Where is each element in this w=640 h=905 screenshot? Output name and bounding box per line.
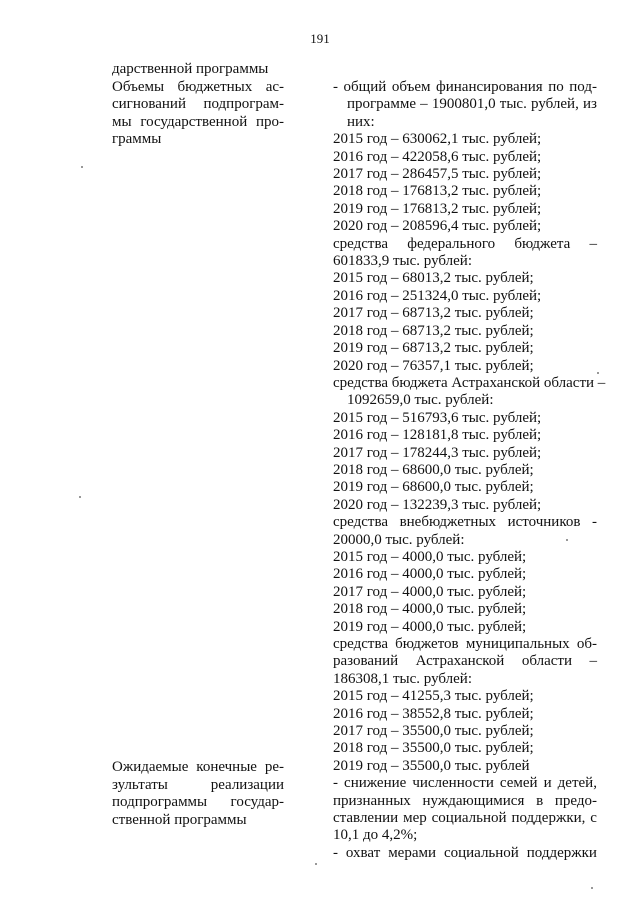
word: объем: [391, 79, 431, 95]
word: разований: [333, 653, 399, 670]
word: под-: [569, 79, 597, 95]
left-line: [112, 794, 284, 812]
right-line: [333, 845, 597, 862]
right-line: 2019 год – 68600,0 тыс. рублей;: [333, 479, 534, 496]
right-line: 2017 год – 35500,0 тыс. рублей;: [333, 723, 534, 740]
word: тыс.: [499, 96, 527, 113]
word: 1900801,0: [431, 96, 496, 113]
right-line: 2016 год – 38552,8 тыс. рублей;: [333, 705, 534, 722]
word: –: [589, 653, 597, 670]
word: области: [521, 653, 572, 670]
word: ас-: [265, 78, 284, 95]
right-line: 2020 год – 76357,1 тыс. рублей;: [333, 357, 534, 374]
word: источников: [507, 514, 581, 531]
word: –: [589, 235, 597, 252]
right-line: 2016 год – 4000,0 тыс. рублей;: [333, 566, 527, 583]
word: конечные: [196, 759, 257, 775]
scan-speck: [81, 166, 83, 168]
word: и: [543, 775, 552, 792]
left-column-budget-heading: [112, 61, 284, 149]
word: -: [592, 514, 597, 531]
word: государственной: [140, 113, 248, 130]
word: мы: [112, 113, 132, 130]
right-line: 2018 год – 35500,0 тыс. рублей;: [333, 740, 534, 757]
word: Объемы: [112, 78, 165, 95]
right-line: 2015 год – 516793,6 тыс. рублей;: [333, 409, 542, 426]
word: федерального: [407, 235, 496, 252]
right-line: 2017 год – 178244,3 тыс. рублей;: [333, 444, 542, 461]
word: снижение: [344, 775, 407, 792]
right-line: 601833,9 тыс. рублей:: [333, 253, 472, 270]
word: -: [333, 79, 338, 95]
word: поддержки,: [511, 810, 586, 827]
word: программе: [347, 96, 416, 113]
word: поддержки: [526, 844, 597, 861]
word: средства: [333, 514, 389, 531]
right-line: 2018 год – 176813,2 тыс. рублей;: [333, 183, 542, 200]
word: подпрограммы: [112, 794, 208, 810]
right-line: [333, 810, 597, 827]
left-line: ственной программы: [112, 811, 247, 828]
right-line: 2018 год – 4000,0 тыс. рублей;: [333, 601, 527, 618]
right-line: [333, 79, 597, 96]
word: социальной: [443, 844, 519, 861]
word: финансирования: [436, 79, 543, 95]
right-line: [333, 653, 597, 670]
right-line: 2017 год – 286457,5 тыс. рублей;: [333, 166, 542, 183]
right-line: 2015 год – 630062,1 тыс. рублей;: [333, 131, 542, 148]
word: семей: [499, 775, 538, 792]
right-line: 2017 год – 68713,2 тыс. рублей;: [333, 305, 534, 322]
right-line: 2019 год – 68713,2 тыс. рублей;: [333, 340, 534, 357]
right-line: 2019 год – 176813,2 тыс. рублей;: [333, 200, 542, 217]
right-line: [333, 636, 597, 653]
word: об-: [576, 636, 597, 652]
right-line: средства бюджета Астраханской области –: [333, 374, 606, 391]
right-line: 1092659,0 тыс. рублей:: [347, 392, 494, 409]
word: из: [583, 96, 597, 113]
word: признанных: [333, 792, 411, 809]
word: ставлении: [333, 810, 399, 827]
right-line: 2016 год – 128181,8 тыс. рублей;: [333, 427, 542, 444]
word: мер: [403, 810, 427, 827]
right-line: 2020 год – 132239,3 тыс. рублей;: [333, 496, 542, 513]
right-line: [333, 514, 597, 531]
left-line: [112, 79, 284, 97]
right-line: 2015 год – 4000,0 тыс. рублей;: [333, 548, 527, 565]
right-line: 2020 год – 208596,4 тыс. рублей;: [333, 218, 542, 235]
right-line: 2017 год – 4000,0 тыс. рублей;: [333, 583, 527, 600]
word: детей,: [557, 775, 597, 792]
right-line: 10,1 до 4,2%;: [333, 827, 418, 844]
right-line: [333, 236, 597, 253]
left-line: граммы: [112, 131, 162, 147]
left-line: [112, 777, 284, 795]
right-line: 2019 год – 35500,0 тыс. рублей: [333, 757, 530, 774]
word: –: [420, 96, 428, 113]
scan-speck: [591, 887, 593, 889]
word: государ-: [230, 794, 284, 810]
word: -: [333, 844, 338, 861]
word: бюджета: [514, 235, 571, 252]
word: рублей,: [531, 96, 579, 113]
word: зультаты: [112, 776, 168, 793]
word: внебюджетных: [399, 514, 497, 531]
word: подпрограм-: [203, 96, 284, 112]
word: социальной: [431, 810, 507, 827]
left-line: [112, 114, 284, 132]
word: Астраханской: [415, 653, 505, 670]
word: Ожидаемые: [112, 759, 189, 775]
word: численности: [412, 775, 494, 792]
scan-speck: [79, 496, 81, 498]
word: сигнований: [112, 96, 186, 112]
scan-speck: [315, 863, 317, 865]
right-line: 2016 год – 251324,0 тыс. рублей;: [333, 287, 542, 304]
right-line: 2019 год – 4000,0 тыс. рублей;: [333, 618, 527, 635]
right-line: 2018 год – 68713,2 тыс. рублей;: [333, 322, 534, 339]
page-number: 191: [310, 31, 330, 46]
word: ре-: [264, 759, 284, 775]
word: предо-: [554, 792, 597, 809]
scan-speck: [597, 372, 599, 374]
right-line: 2015 год – 68013,2 тыс. рублей;: [333, 270, 534, 287]
word: средства: [333, 235, 389, 252]
word: охват: [345, 844, 381, 861]
word: средства: [333, 636, 389, 652]
word: бюджетных: [177, 78, 253, 95]
word: муниципальных: [465, 636, 570, 652]
left-line: дарственной программы: [112, 61, 269, 77]
word: реализации: [210, 776, 284, 793]
right-line: них:: [347, 113, 375, 130]
word: общий: [343, 79, 387, 95]
left-line: [112, 759, 284, 777]
right-line: [333, 793, 597, 810]
right-line: 186308,1 тыс. рублей:: [333, 670, 472, 687]
right-line: [333, 96, 597, 113]
right-line: [333, 775, 597, 792]
right-line: 2015 год – 41255,3 тыс. рублей;: [333, 688, 534, 705]
scan-speck: [566, 539, 568, 541]
word: про-: [255, 113, 284, 130]
left-column-results-heading: [112, 759, 284, 829]
right-line: 20000,0 тыс. рублей:: [333, 531, 465, 548]
right-column-financing: [333, 79, 606, 862]
right-line: 2016 год – 422058,6 тыс. рублей;: [333, 148, 542, 165]
word: -: [333, 775, 338, 792]
word: нуждающимися: [422, 792, 525, 809]
word: по: [548, 79, 564, 95]
left-line: [112, 96, 284, 114]
word: бюджетов: [395, 636, 459, 652]
word: в: [536, 792, 544, 809]
word: с: [590, 810, 597, 827]
right-line: 2018 год – 68600,0 тыс. рублей;: [333, 461, 534, 478]
word: мерами: [388, 844, 437, 861]
